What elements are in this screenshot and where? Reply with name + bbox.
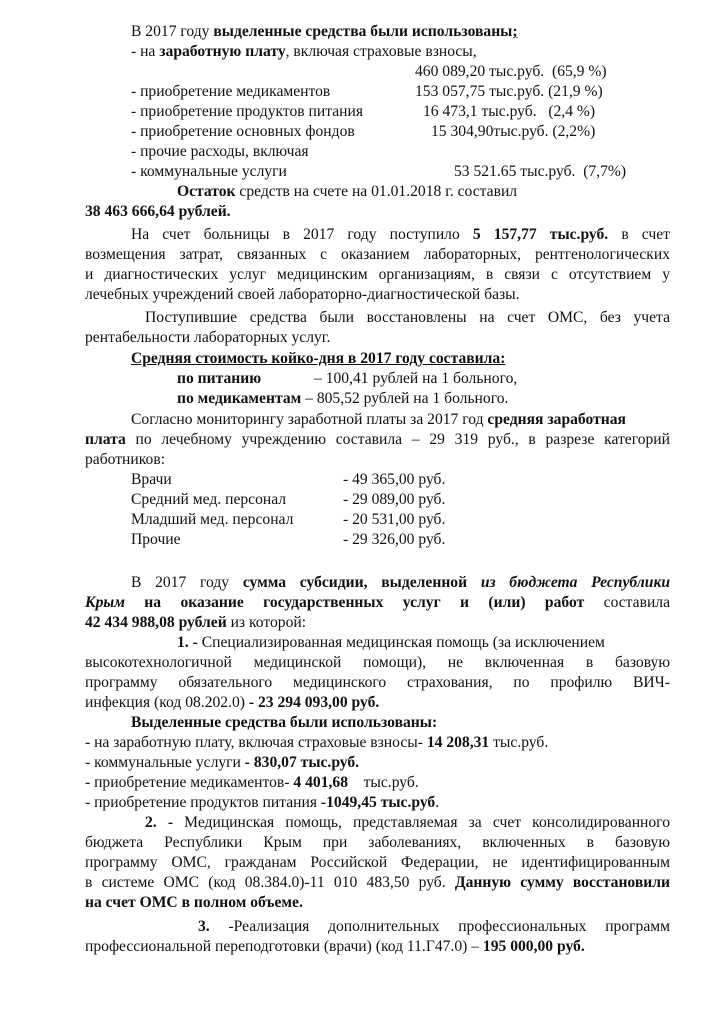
expense-food-amount [423, 102, 595, 122]
text: инфекция (код 08.202.0) [85, 694, 249, 711]
italic-text: Крым [85, 594, 125, 611]
salary-line2 [85, 430, 670, 450]
text: На счет больницы в 2017 году поступило [131, 226, 473, 243]
item1-line1 [177, 633, 605, 653]
bold-amount: 42 434 988,08 рублей [85, 614, 227, 631]
expense-food-label: - приобретение продуктов питания [131, 103, 364, 120]
category-name: Врачи [131, 471, 172, 488]
bold-text: сумма субсидии, выделенной [242, 574, 481, 591]
item2-line5 [85, 893, 303, 913]
bold-amount: 4 401,68 [293, 774, 348, 791]
expense-medicines-label: - приобретение медикаментов [131, 83, 331, 100]
bold-amount: - 830,07 тыс.руб. [244, 754, 360, 771]
label: по питанию [177, 370, 262, 387]
text: В 2017 году [131, 574, 243, 591]
expense-assets-label: - приобретение основных фондов [131, 123, 355, 140]
expense-utilities-label: - коммунальные услуги [131, 163, 287, 180]
text: -Реализация дополнительных профессиональных программ [209, 918, 670, 935]
text: - коммунальные услуги [85, 754, 245, 771]
amount: 53 521.65 тыс.руб. [454, 163, 576, 180]
expense-bold: заработную плату [159, 43, 286, 60]
bold-text: средняя заработная [487, 411, 626, 428]
bold-amount: - 23 294 093,00 руб. [248, 694, 380, 711]
expense-salary-amount [415, 62, 607, 82]
used-heading [131, 713, 437, 733]
intro-text: В 2017 году [131, 23, 214, 40]
text: - приобретение продуктов питания [85, 794, 321, 811]
balance-amount-bold: 38 463 666,64 рублей. [85, 203, 231, 220]
item2-line1 [145, 813, 670, 833]
item1-line3: программу обязательного медицинского страхования, по профилю ВИЧ- [85, 674, 670, 691]
text: тыс.руб. [489, 734, 549, 751]
subsidy-line1 [131, 573, 670, 593]
balance-amount [85, 202, 231, 222]
salary-line1 [131, 410, 626, 430]
section1-intro [131, 22, 518, 42]
item-number: 2. - [145, 814, 174, 831]
italic-text: из бюджета Республики [480, 574, 671, 591]
item1-line2: высокотехнологичной медицинской помощи), не включенная в базовую [85, 654, 670, 671]
amount: 153 057,75 тыс.руб. [415, 83, 545, 100]
text: в системе ОМС (код 08.384.0)-11 010 483,50 руб. [85, 874, 455, 891]
percent: (21,9 %) [548, 83, 603, 100]
percent: (7,7%) [583, 163, 627, 180]
item2-line4 [85, 873, 670, 893]
expense-assets-amount [431, 122, 595, 142]
category-name: Прочие [131, 531, 181, 548]
used-item [85, 753, 359, 773]
text: по лечебному учреждению составила – 29 319 руб., в разрезе категорий [125, 431, 670, 448]
text: - на заработную плату, включая страховые взносы- [85, 734, 427, 751]
text: - приобретение медикаментов- [85, 774, 294, 791]
balance-line [177, 182, 517, 202]
label: по медикаментам [177, 390, 302, 407]
expense-suffix: , включая страховые взносы, [285, 43, 477, 60]
bed-day-heading [131, 349, 505, 369]
item-number: 3. [198, 918, 210, 935]
expense-utilities-amount [454, 162, 626, 182]
lab-income-line2: возмещения затрат, связанных с оказанием лабораторных, рентгенологических [85, 246, 670, 263]
text: из которой: [226, 614, 307, 631]
item3-line1 [198, 917, 670, 937]
category-name: Средний мед. персонал [131, 491, 287, 508]
bold-amount: 195 000,00 руб. [482, 938, 585, 955]
bold-text: Данную сумму восстановили [454, 874, 670, 891]
bold-text: на счет ОМС в полном объеме. [85, 894, 303, 911]
category-value: - 29 326,00 руб. [343, 531, 446, 548]
lab-income-line3: и диагностических услуг медицинским организациям, в связи с отсутствием у [85, 266, 670, 283]
amount: 15 304,90тыс.руб. [431, 123, 549, 140]
expense-other-label: - прочие расходы, включая [131, 143, 309, 160]
restored-line1: Поступившие средства были восстановлены на счет ОМС, без учета [145, 309, 670, 326]
bold-text: плата [85, 431, 126, 448]
expense-salary-label [131, 42, 477, 62]
percent: (2,2%) [552, 123, 596, 140]
restored-line2: рентабельности лабораторных услуг. [85, 329, 331, 346]
text: тыс.руб. [347, 774, 419, 791]
item3-line2 [85, 937, 585, 957]
category-value: - 29 089,00 руб. [343, 491, 446, 508]
value: – 805,52 рублей на 1 больного. [301, 390, 509, 407]
salary-line3: работников: [85, 451, 166, 468]
item2-line2: бюджета Республики Крым при заболеваниях, включенных в базовую [85, 834, 670, 851]
expense-prefix: - на [131, 43, 160, 60]
item1-line4 [85, 693, 379, 713]
subsidy-line3 [85, 613, 306, 633]
text: Медицинская помощь, представляемая за счет консолидированного [173, 814, 670, 831]
balance-text: средств на счете на 01.01.2018 г. составил [235, 183, 518, 200]
item2-line3: программу ОМС, гражданам Российской Федерации, не идентифицированным [85, 854, 670, 871]
bed-day-food [177, 369, 261, 389]
category-value: - 20 531,00 руб. [343, 511, 446, 528]
balance-bold: Остаток [177, 183, 236, 200]
intro-tail: ; [512, 23, 518, 40]
text: Специализированная медицинская помощь (за исключением [197, 634, 605, 651]
bed-day-medicines [177, 389, 508, 409]
lab-income-line1 [131, 225, 670, 245]
subsidy-line2 [85, 593, 670, 613]
used-item [85, 773, 419, 793]
item-number: 1. - [177, 634, 198, 651]
used-item [85, 793, 439, 813]
heading-text: Средняя стоимость койко-дня в 2017 году составила: [131, 350, 506, 367]
heading-text: Выделенные средства были использованы: [131, 714, 438, 731]
used-item [85, 733, 548, 753]
expense-medicines-amount [415, 82, 603, 102]
bed-day-food-value: – 100,41 рублей на 1 больного, [314, 370, 518, 387]
percent: (2,4 %) [548, 103, 596, 120]
bold-amount: -1049,45 тыс.руб [320, 794, 436, 811]
amount: 460 089,20 тыс.руб. [415, 63, 545, 80]
amount: 16 473,1 тыс.руб. [423, 103, 537, 120]
bold-amount: 5 157,77 тыс.руб. [472, 226, 609, 243]
text: в счет [608, 226, 670, 243]
category-value: - 49 365,00 руб. [343, 471, 446, 488]
text: составила [584, 594, 671, 611]
text: . [435, 794, 440, 811]
bold-text: на оказание государственных услуг и (или) работ [124, 594, 585, 611]
percent: (65,9 %) [552, 63, 607, 80]
intro-bold: выделенные средства были использованы [213, 23, 513, 40]
category-name: Младший мед. персонал [131, 511, 294, 528]
text: Согласно мониторингу заработной платы за 2017 год [131, 411, 488, 428]
lab-income-line4: лечебных учреждений своей лабораторно-диагностической базы. [85, 286, 520, 303]
text: профессиональной переподготовки (врачи) (код 11.Г47.0) – [85, 938, 483, 955]
bold-amount: 14 208,31 [426, 734, 490, 751]
